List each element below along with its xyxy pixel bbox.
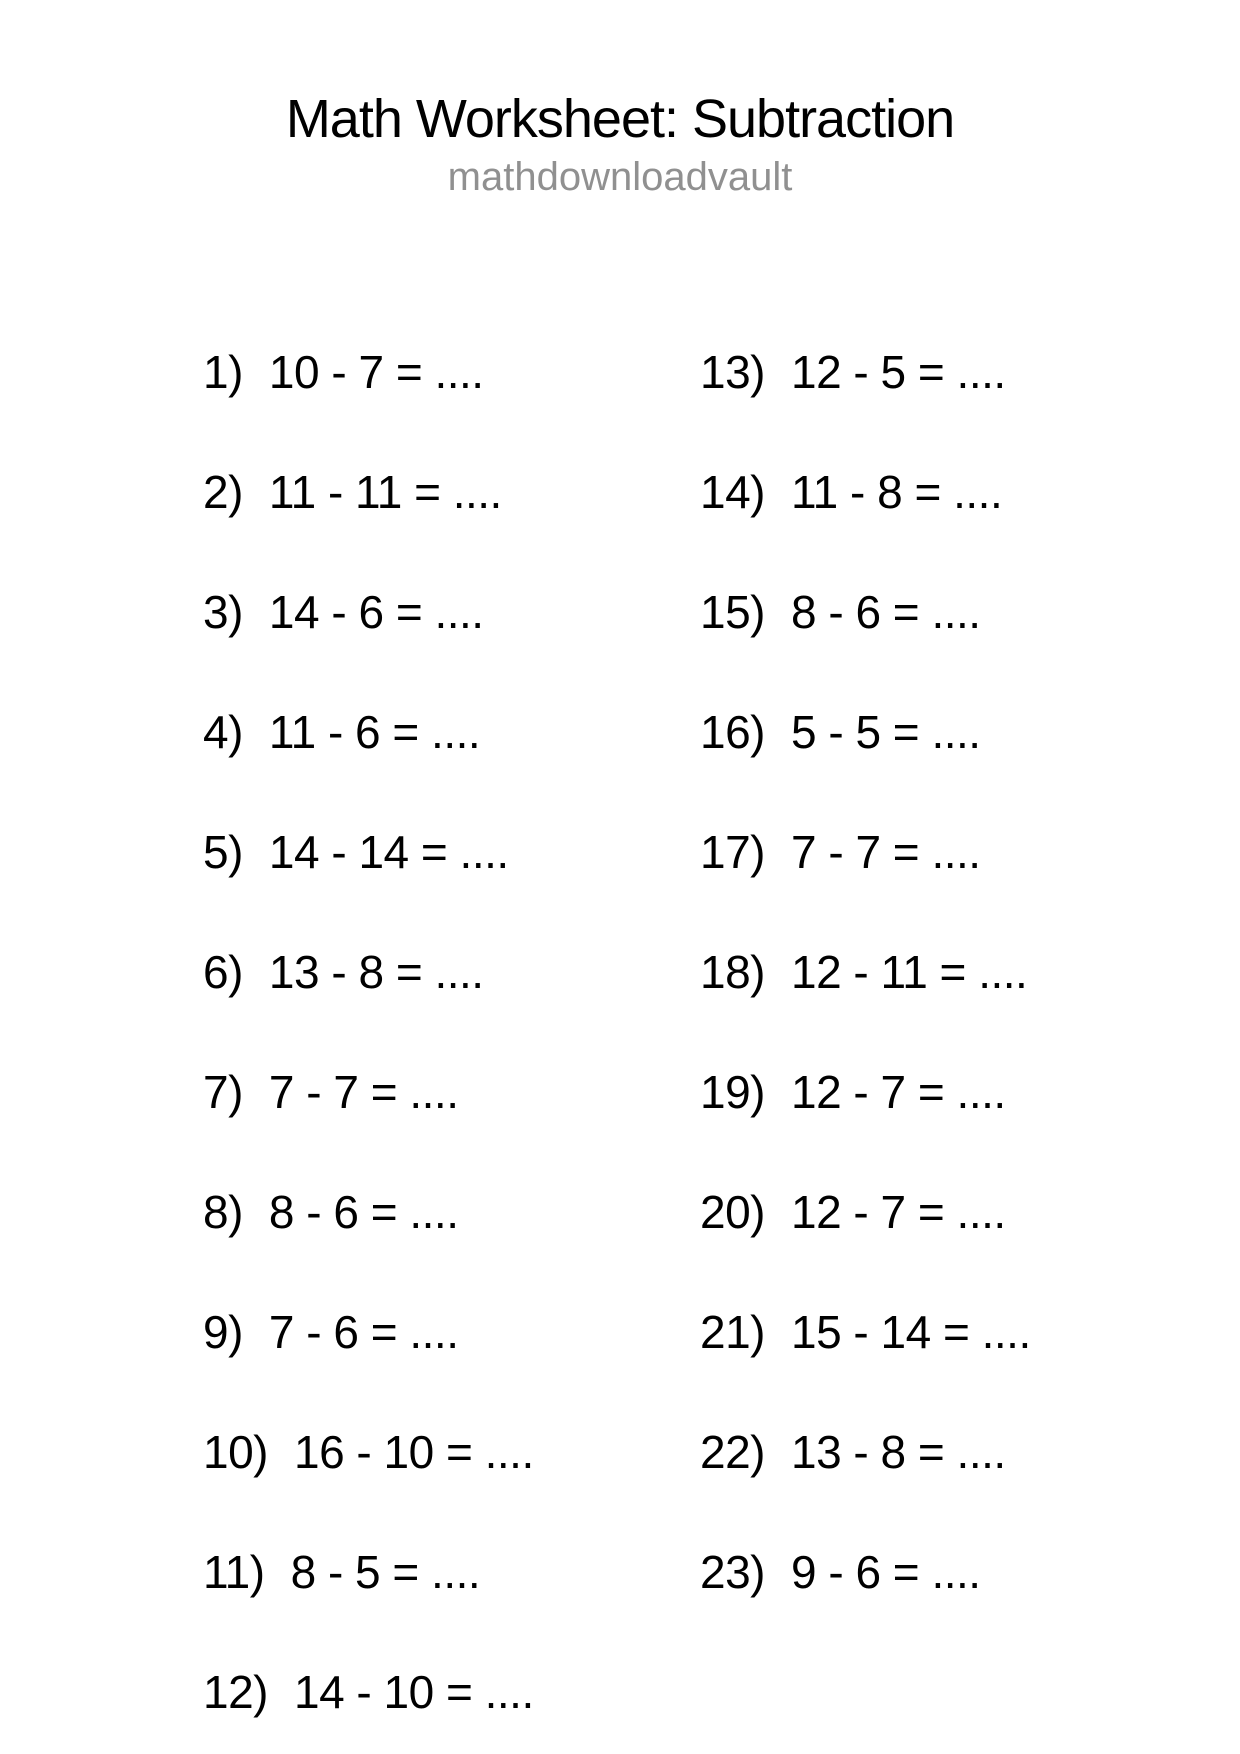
problem-number: 11) [203,1546,265,1598]
problem-number: 23) [700,1546,765,1598]
problem-number: 12) [203,1666,268,1718]
problem-row-6 [203,946,534,1066]
problem-number: 13) [700,346,765,398]
problem-expression: 15 - 14 = .... [790,1306,1031,1358]
page-title: Math Worksheet: Subtraction [285,89,955,149]
problem-row-5 [203,826,534,946]
problem-row-23 [700,1546,1031,1666]
problem-expression: 10 - 7 = .... [268,346,484,398]
problem-row-1 [203,346,534,466]
problem-row-20 [700,1186,1031,1306]
problem-expression: 16 - 10 = .... [293,1426,534,1478]
problem-number: 17) [700,826,765,878]
problem-row-7 [203,1066,534,1186]
problem-number: 5) [203,826,243,878]
problem-expression: 13 - 8 = .... [790,1426,1006,1478]
problem-row-9 [203,1306,534,1426]
problem-number: 2) [203,466,243,518]
problem-number: 18) [700,946,765,998]
problem-number: 8) [203,1186,243,1238]
problem-expression: 12 - 11 = .... [790,946,1028,998]
problem-number: 14) [700,466,765,518]
problem-row-21 [700,1306,1031,1426]
problem-expression: 7 - 6 = .... [268,1306,459,1358]
problem-number: 20) [700,1186,765,1238]
problems-column-left [203,346,534,1754]
problem-number: 15) [700,586,765,638]
problem-row-17 [700,826,1031,946]
problem-expression: 8 - 5 = .... [290,1546,481,1598]
problem-expression: 7 - 7 = .... [790,826,981,878]
problem-row-11 [203,1546,534,1666]
problem-number: 19) [700,1066,765,1118]
problem-expression: 8 - 6 = .... [268,1186,459,1238]
problem-number: 16) [700,706,765,758]
problem-row-13 [700,346,1031,466]
problem-row-18 [700,946,1031,1066]
problem-expression: 13 - 8 = .... [268,946,484,998]
problem-row-3 [203,586,534,706]
problem-expression: 9 - 6 = .... [790,1546,981,1598]
problem-expression: 11 - 11 = .... [268,466,502,518]
problem-row-10 [203,1426,534,1546]
problem-expression: 12 - 7 = .... [790,1066,1006,1118]
problem-expression: 11 - 8 = .... [790,466,1003,518]
page-subtitle: mathdownloadvault [447,155,793,199]
problem-number: 6) [203,946,243,998]
problem-expression: 7 - 7 = .... [268,1066,459,1118]
problems-column-right [700,346,1031,1666]
problem-expression: 12 - 5 = .... [790,346,1006,398]
problem-number: 21) [700,1306,765,1358]
problem-row-4 [203,706,534,826]
problem-expression: 14 - 6 = .... [268,586,484,638]
problem-number: 10) [203,1426,268,1478]
problem-row-22 [700,1426,1031,1546]
problem-number: 9) [203,1306,243,1358]
problem-row-19 [700,1066,1031,1186]
problem-expression: 12 - 7 = .... [790,1186,1006,1238]
problem-row-12 [203,1666,534,1754]
problem-number: 3) [203,586,243,638]
problem-number: 22) [700,1426,765,1478]
problem-number: 7) [203,1066,243,1118]
problem-row-8 [203,1186,534,1306]
problem-expression: 14 - 14 = .... [268,826,509,878]
problem-row-15 [700,586,1031,706]
problem-expression: 8 - 6 = .... [790,586,981,638]
problem-number: 4) [203,706,243,758]
problem-number: 1) [203,346,243,398]
problem-expression: 11 - 6 = .... [268,706,481,758]
problem-row-14 [700,466,1031,586]
problem-row-16 [700,706,1031,826]
problem-row-2 [203,466,534,586]
problem-expression: 14 - 10 = .... [293,1666,534,1718]
problem-expression: 5 - 5 = .... [790,706,981,758]
